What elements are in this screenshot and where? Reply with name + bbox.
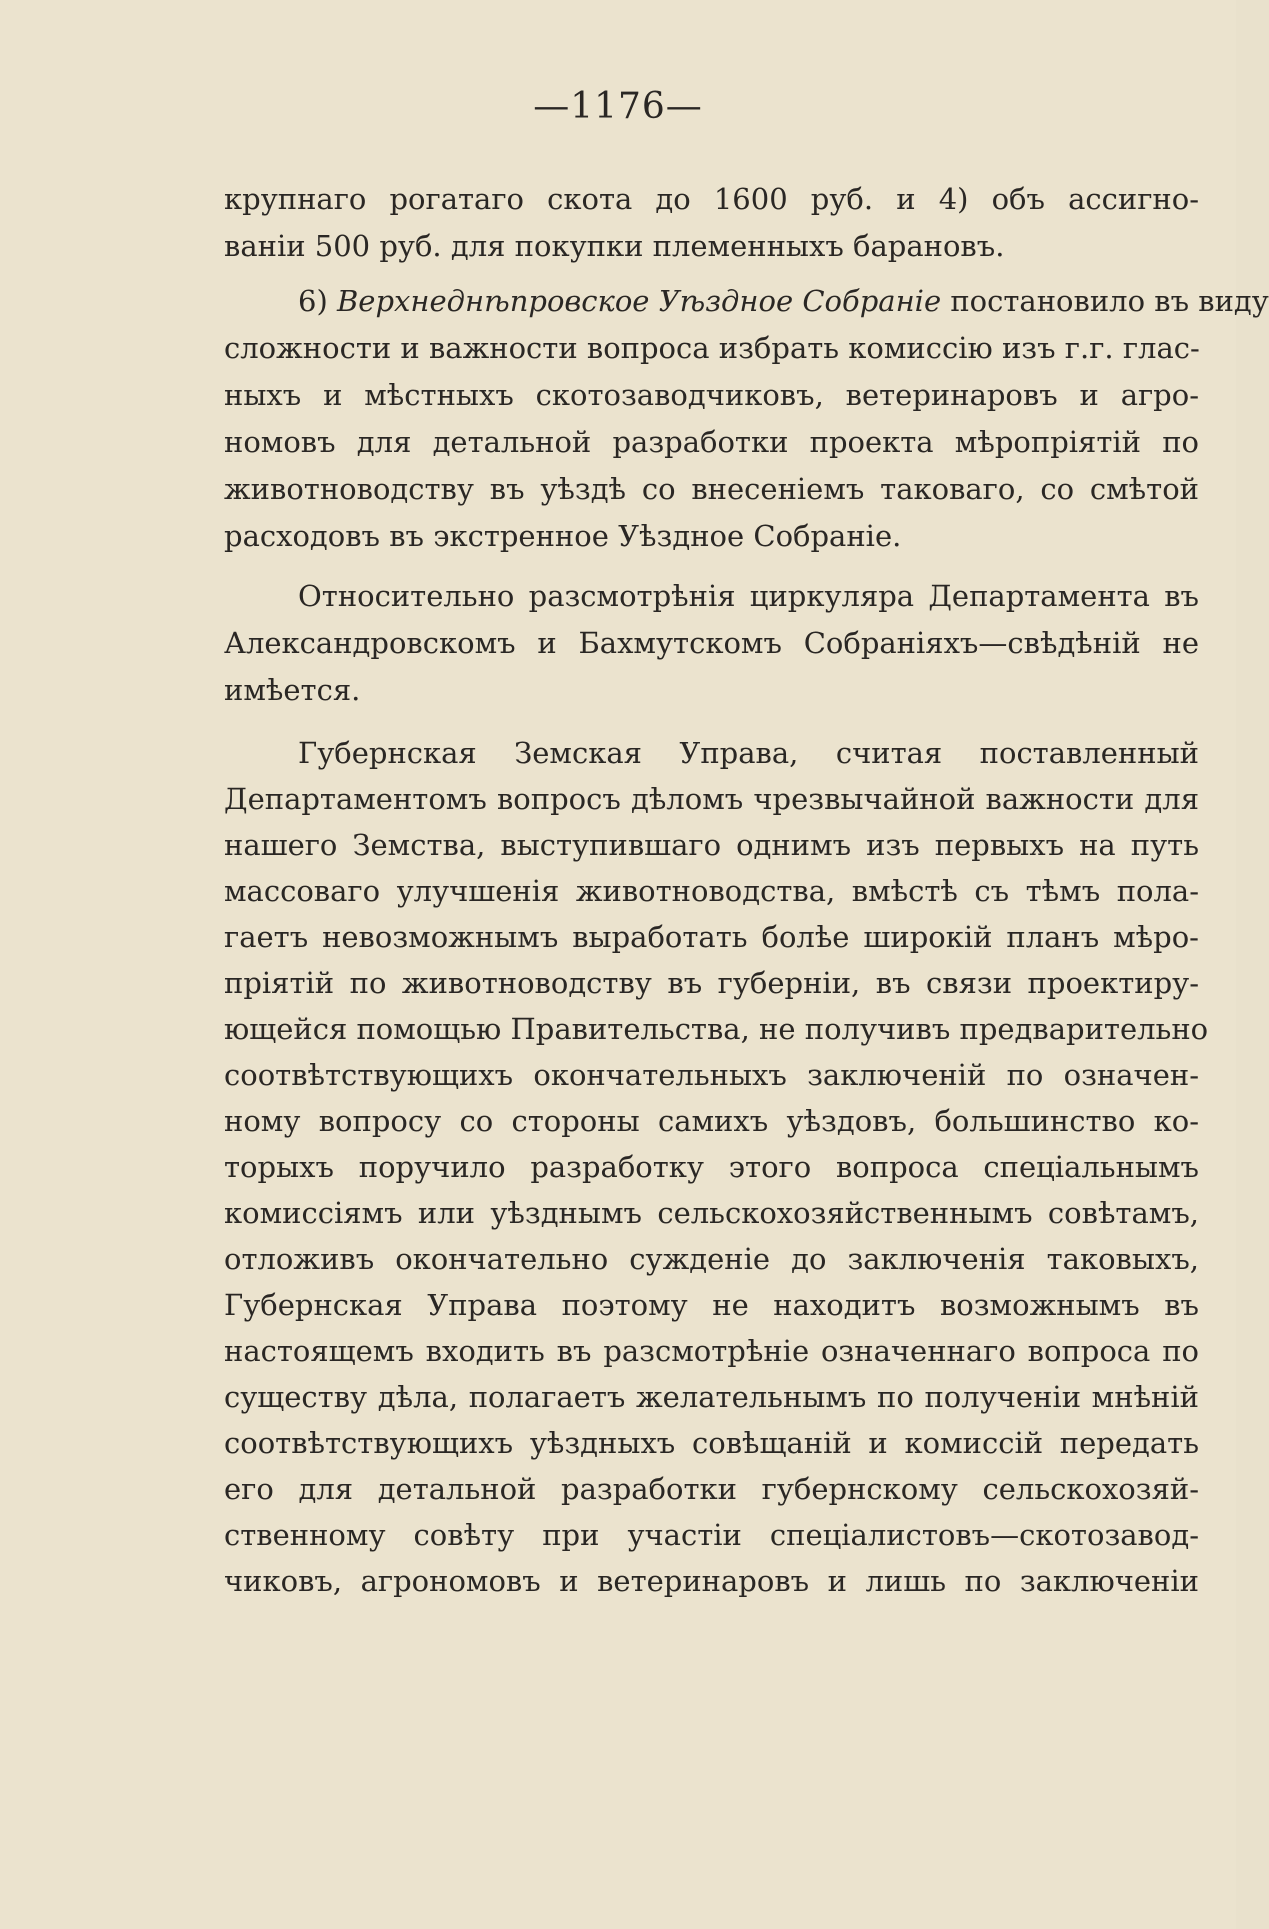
text-line: расходовъ въ экстренное Уѣздное Собраніе. xyxy=(224,519,902,553)
text-line: имѣется. xyxy=(224,673,361,707)
section-label: 6) xyxy=(298,284,328,318)
text-line: животноводству въ уѣздѣ со внесеніемъ таковаго, со смѣтой xyxy=(224,472,1199,506)
text-line: существу дѣла, полагаетъ желательнымъ по полученіи мнѣній xyxy=(224,1380,1199,1414)
text-line-section-b xyxy=(298,278,1269,324)
text-line: Александровскомъ и Бахмутскомъ Собраніяхъ—свѣдѣній не xyxy=(224,626,1199,660)
text-line: нашего Земства, выступившаго однимъ изъ первыхъ на путь xyxy=(224,828,1199,862)
text-line: массоваго улучшенія животноводства, вмѣстѣ съ тѣмъ пола- xyxy=(224,874,1199,908)
text-line: торыхъ поручило разработку этого вопроса спеціальнымъ xyxy=(224,1150,1199,1184)
text-line: крупнаго рогатаго скота до 1600 руб. и 4) объ ассигно- xyxy=(224,182,1199,216)
text-line: Губернская Земская Управа, считая поставленный xyxy=(298,736,1199,770)
text-line: гаетъ невозможнымъ выработать болѣе широкій планъ мѣро- xyxy=(224,920,1199,954)
text-line: чиковъ, агрономовъ и ветеринаровъ и лишь по заключеніи xyxy=(224,1564,1199,1598)
text-line: настоящемъ входить въ разсмотрѣніе означеннаго вопроса по xyxy=(224,1334,1199,1368)
text-line: Относительно разсмотрѣнія циркуляра Департамента въ xyxy=(298,579,1199,613)
text-line: соотвѣтствующихъ окончательныхъ заключеній по означен- xyxy=(224,1058,1199,1092)
text-line: Губернская Управа поэтому не находитъ возможнымъ въ xyxy=(224,1288,1199,1322)
page-number: —1176— xyxy=(533,86,703,127)
text-line: его для детальной разработки губернскому сельскохозяй- xyxy=(224,1472,1199,1506)
text-line: ныхъ и мѣстныхъ скотозаводчиковъ, ветеринаровъ и агро- xyxy=(224,378,1199,412)
text-line: ющейся помощью Правительства, не получивъ предварительно xyxy=(224,1012,1209,1046)
text-line: пріятій по животноводству въ губерніи, въ связи проектиру- xyxy=(224,966,1199,1000)
section-title: Верхнеднѣпровское Уѣздное Собраніе xyxy=(336,284,942,318)
text-line: ваніи 500 руб. для покупки племенныхъ барановъ. xyxy=(224,229,1005,263)
text-line: Департаментомъ вопросъ дѣломъ чрезвычайной важности для xyxy=(224,782,1199,816)
text-line: комиссіямъ или уѣзднымъ сельскохозяйственнымъ совѣтамъ, xyxy=(224,1196,1199,1230)
text-line: сложности и важности вопроса избрать комиссію изъ г.г. глас- xyxy=(224,331,1200,365)
text-line: номовъ для детальной разработки проекта мѣропріятій по xyxy=(224,425,1199,459)
text-line: ственному совѣту при участіи спеціалистовъ—скотозавод- xyxy=(224,1518,1199,1552)
section-rest: постановило въ виду xyxy=(950,284,1269,318)
text-line: соотвѣтствующихъ уѣздныхъ совѣщаній и комиссій передать xyxy=(224,1426,1199,1460)
text-line: отложивъ окончательно сужденіе до заключенія таковыхъ, xyxy=(224,1242,1199,1276)
text-line: ному вопросу со стороны самихъ уѣздовъ, большинство ко- xyxy=(224,1104,1199,1138)
